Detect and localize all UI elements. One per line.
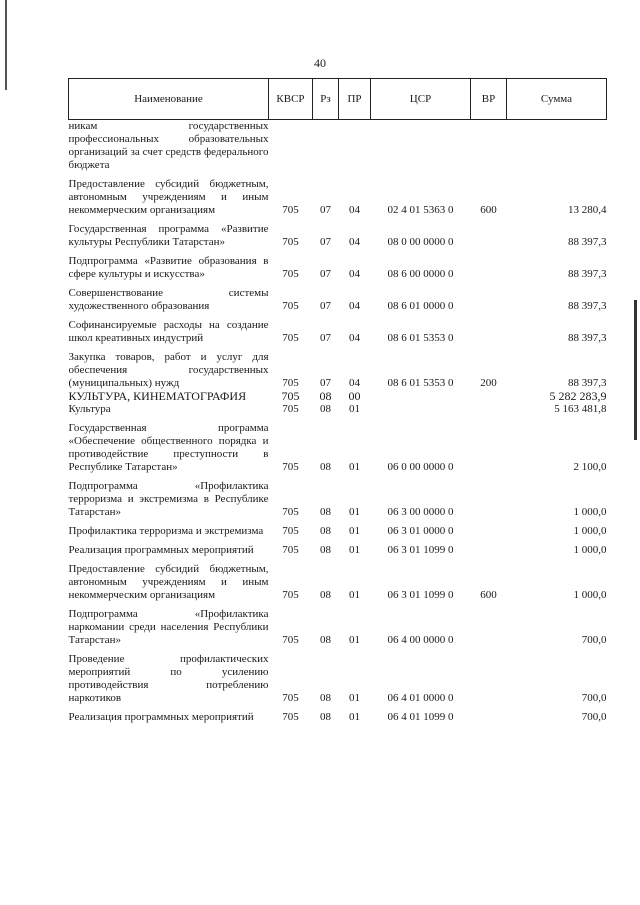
cell-csr: 06 3 01 1099 0 [387, 589, 454, 601]
cell-pr: 01 [349, 692, 360, 704]
cell-sum: 1 000,0 [573, 506, 607, 518]
cell-rz: 08 [320, 403, 331, 415]
cell-vr: 600 [480, 589, 497, 601]
header-kvsr: КВСР [269, 79, 313, 120]
table-row [69, 474, 607, 519]
cell-pr: 01 [349, 544, 360, 556]
cell-sum: 2 100,0 [573, 461, 607, 473]
cell-rz: 07 [320, 377, 331, 389]
cell-vr [471, 313, 507, 345]
cell-kvsr: 705 [282, 525, 299, 537]
cell-vr [471, 416, 507, 474]
cell-pr: 04 [349, 204, 360, 216]
cell-vr [471, 217, 507, 249]
cell-vr [471, 602, 507, 647]
cell-pr: 01 [349, 589, 360, 601]
cell-csr: 08 6 01 0000 0 [387, 300, 454, 312]
cell-pr: 00 [348, 389, 361, 403]
cell-rz: 08 [320, 692, 331, 704]
cell-pr: 04 [349, 300, 360, 312]
cell-name: Государственная программа «Обеспечение общественного порядка и противодействие преступности в Республике Татарстан» [68, 422, 269, 473]
table-header-row [69, 79, 607, 120]
cell-vr [471, 390, 507, 403]
cell-vr [471, 705, 507, 724]
cell-kvsr: 705 [282, 300, 299, 312]
cell-csr [371, 120, 471, 173]
header-pr: ПР [339, 79, 371, 120]
cell-kvsr: 705 [282, 692, 299, 704]
cell-sum [507, 120, 607, 173]
cell-csr: 06 4 00 0000 0 [387, 634, 454, 646]
cell-vr [471, 474, 507, 519]
cell-csr: 06 4 01 1099 0 [387, 711, 454, 723]
cell-sum: 88 397,3 [568, 300, 607, 312]
table-row [69, 647, 607, 705]
cell-csr: 08 6 01 5353 0 [387, 377, 454, 389]
cell-name: Подпрограмма «Профилактика терроризма и экстремизма в Республике Татарстан» [68, 480, 269, 518]
table-row [69, 557, 607, 602]
cell-name: Реализация программных мероприятий [68, 711, 254, 723]
table-row [69, 172, 607, 217]
cell-kvsr: 705 [282, 236, 299, 248]
cell-pr: 04 [349, 332, 360, 344]
cell-sum: 88 397,3 [568, 377, 607, 389]
table-row [69, 345, 607, 390]
cell-rz: 07 [320, 268, 331, 280]
table-row [69, 602, 607, 647]
table-row [69, 217, 607, 249]
cell-csr: 08 0 00 0000 0 [387, 236, 454, 248]
table-row [69, 390, 607, 403]
cell-rz: 08 [320, 506, 331, 518]
cell-pr: 04 [349, 377, 360, 389]
cell-csr: 06 4 01 0000 0 [387, 692, 454, 704]
cell-name: Подпрограмма «Развитие образования в сфере культуры и искусства» [68, 255, 269, 280]
cell-pr: 01 [349, 525, 360, 537]
cell-pr: 01 [349, 634, 360, 646]
cell-pr: 01 [349, 506, 360, 518]
cell-csr [371, 390, 471, 403]
cell-name: Государственная программа «Развитие культуры Республики Татарстан» [68, 223, 269, 248]
cell-rz: 08 [320, 589, 331, 601]
header-rz: Рз [313, 79, 339, 120]
cell-kvsr: 705 [281, 389, 300, 403]
cell-sum: 5 163 481,8 [554, 403, 607, 415]
cell-name: КУЛЬТУРА, КИНЕМАТОГРАФИЯ [68, 389, 247, 403]
cell-kvsr: 705 [282, 204, 299, 216]
cell-csr [371, 403, 471, 416]
cell-name: Подпрограмма «Профилактика наркомании среди населения Республики Татарстан» [68, 608, 269, 646]
cell-csr: 08 6 00 0000 0 [387, 268, 454, 280]
cell-vr [471, 647, 507, 705]
cell-rz: 08 [320, 711, 331, 723]
cell-csr: 08 6 01 5353 0 [387, 332, 454, 344]
cell-name: Предоставление субсидий бюджетным, автономным учреждениям и иным некоммерческим организациям [68, 178, 269, 216]
header-csr: ЦСР [371, 79, 471, 120]
cell-csr: 06 3 01 1099 0 [387, 544, 454, 556]
cell-name: Софинансируемые расходы на создание школ креативных индустрий [68, 319, 269, 344]
cell-vr [471, 249, 507, 281]
cell-sum: 88 397,3 [568, 268, 607, 280]
cell-sum: 88 397,3 [568, 332, 607, 344]
cell-csr: 06 0 00 0000 0 [387, 461, 454, 473]
cell-kvsr: 705 [282, 332, 299, 344]
cell-pr: 01 [349, 711, 360, 723]
cell-pr: 04 [349, 236, 360, 248]
cell-pr: 01 [349, 403, 360, 415]
cell-sum: 700,0 [581, 711, 607, 723]
cell-csr: 06 3 01 0000 0 [387, 525, 454, 537]
cell-rz: 08 [320, 461, 331, 473]
cell-kvsr: 705 [282, 506, 299, 518]
budget-table [68, 78, 607, 724]
cell-kvsr: 705 [282, 403, 299, 415]
header-name: Наименование [69, 79, 269, 120]
cell-kvsr: 705 [282, 711, 299, 723]
cell-kvsr: 705 [282, 634, 299, 646]
cell-name: Совершенствование системы художественного образования [68, 287, 269, 312]
table-row [69, 403, 607, 416]
cell-sum: 1 000,0 [573, 544, 607, 556]
cell-vr: 200 [480, 377, 497, 389]
cell-kvsr: 705 [282, 544, 299, 556]
cell-kvsr [269, 120, 313, 173]
cell-kvsr: 705 [282, 377, 299, 389]
cell-rz [313, 120, 339, 173]
cell-name: Предоставление субсидий бюджетным, автономным учреждениям и иным некоммерческим организациям [68, 563, 269, 601]
cell-name: Проведение профилактических мероприятий по усилению противодействия потреблению наркотиков [68, 653, 269, 704]
cell-rz: 07 [320, 332, 331, 344]
cell-name: Профилактика терроризма и экстремизма [68, 525, 264, 537]
cell-sum: 700,0 [581, 692, 607, 704]
cell-rz: 07 [320, 204, 331, 216]
table-row [69, 416, 607, 474]
cell-csr: 06 3 00 0000 0 [387, 506, 454, 518]
cell-kvsr: 705 [282, 268, 299, 280]
cell-rz: 08 [319, 389, 332, 403]
cell-name: никам государственных профессиональных образовательных организаций за счет средств федерального бюджета [68, 120, 269, 171]
scan-edge-left [5, 0, 7, 90]
cell-rz: 07 [320, 300, 331, 312]
cell-sum: 13 280,4 [568, 204, 607, 216]
table-row [69, 705, 607, 724]
cell-vr [471, 120, 507, 173]
table-row [69, 281, 607, 313]
table-row [69, 313, 607, 345]
cell-sum: 1 000,0 [573, 589, 607, 601]
cell-name: Закупка товаров, работ и услуг для обеспечения государственных (муниципальных) нужд [68, 351, 269, 389]
cell-rz: 08 [320, 525, 331, 537]
table-row [69, 249, 607, 281]
cell-vr [471, 519, 507, 538]
cell-name: Культура [68, 403, 111, 415]
table-row [69, 120, 607, 173]
cell-sum: 5 282 283,9 [549, 389, 607, 403]
table-row [69, 538, 607, 557]
cell-pr [339, 120, 371, 173]
cell-rz: 08 [320, 634, 331, 646]
cell-vr [471, 281, 507, 313]
cell-sum: 700,0 [581, 634, 607, 646]
scan-edge-right [634, 300, 637, 440]
cell-vr: 600 [480, 204, 497, 216]
cell-csr: 02 4 01 5363 0 [387, 204, 454, 216]
cell-vr [471, 538, 507, 557]
cell-pr: 04 [349, 268, 360, 280]
header-sum: Сумма [507, 79, 607, 120]
cell-kvsr: 705 [282, 589, 299, 601]
cell-sum: 88 397,3 [568, 236, 607, 248]
cell-vr [471, 403, 507, 416]
cell-sum: 1 000,0 [573, 525, 607, 537]
page-number: 40 [314, 56, 326, 70]
cell-pr: 01 [349, 461, 360, 473]
header-vr: ВР [471, 79, 507, 120]
cell-name: Реализация программных мероприятий [68, 544, 254, 556]
cell-rz: 08 [320, 544, 331, 556]
cell-rz: 07 [320, 236, 331, 248]
cell-kvsr: 705 [282, 461, 299, 473]
table-row [69, 519, 607, 538]
